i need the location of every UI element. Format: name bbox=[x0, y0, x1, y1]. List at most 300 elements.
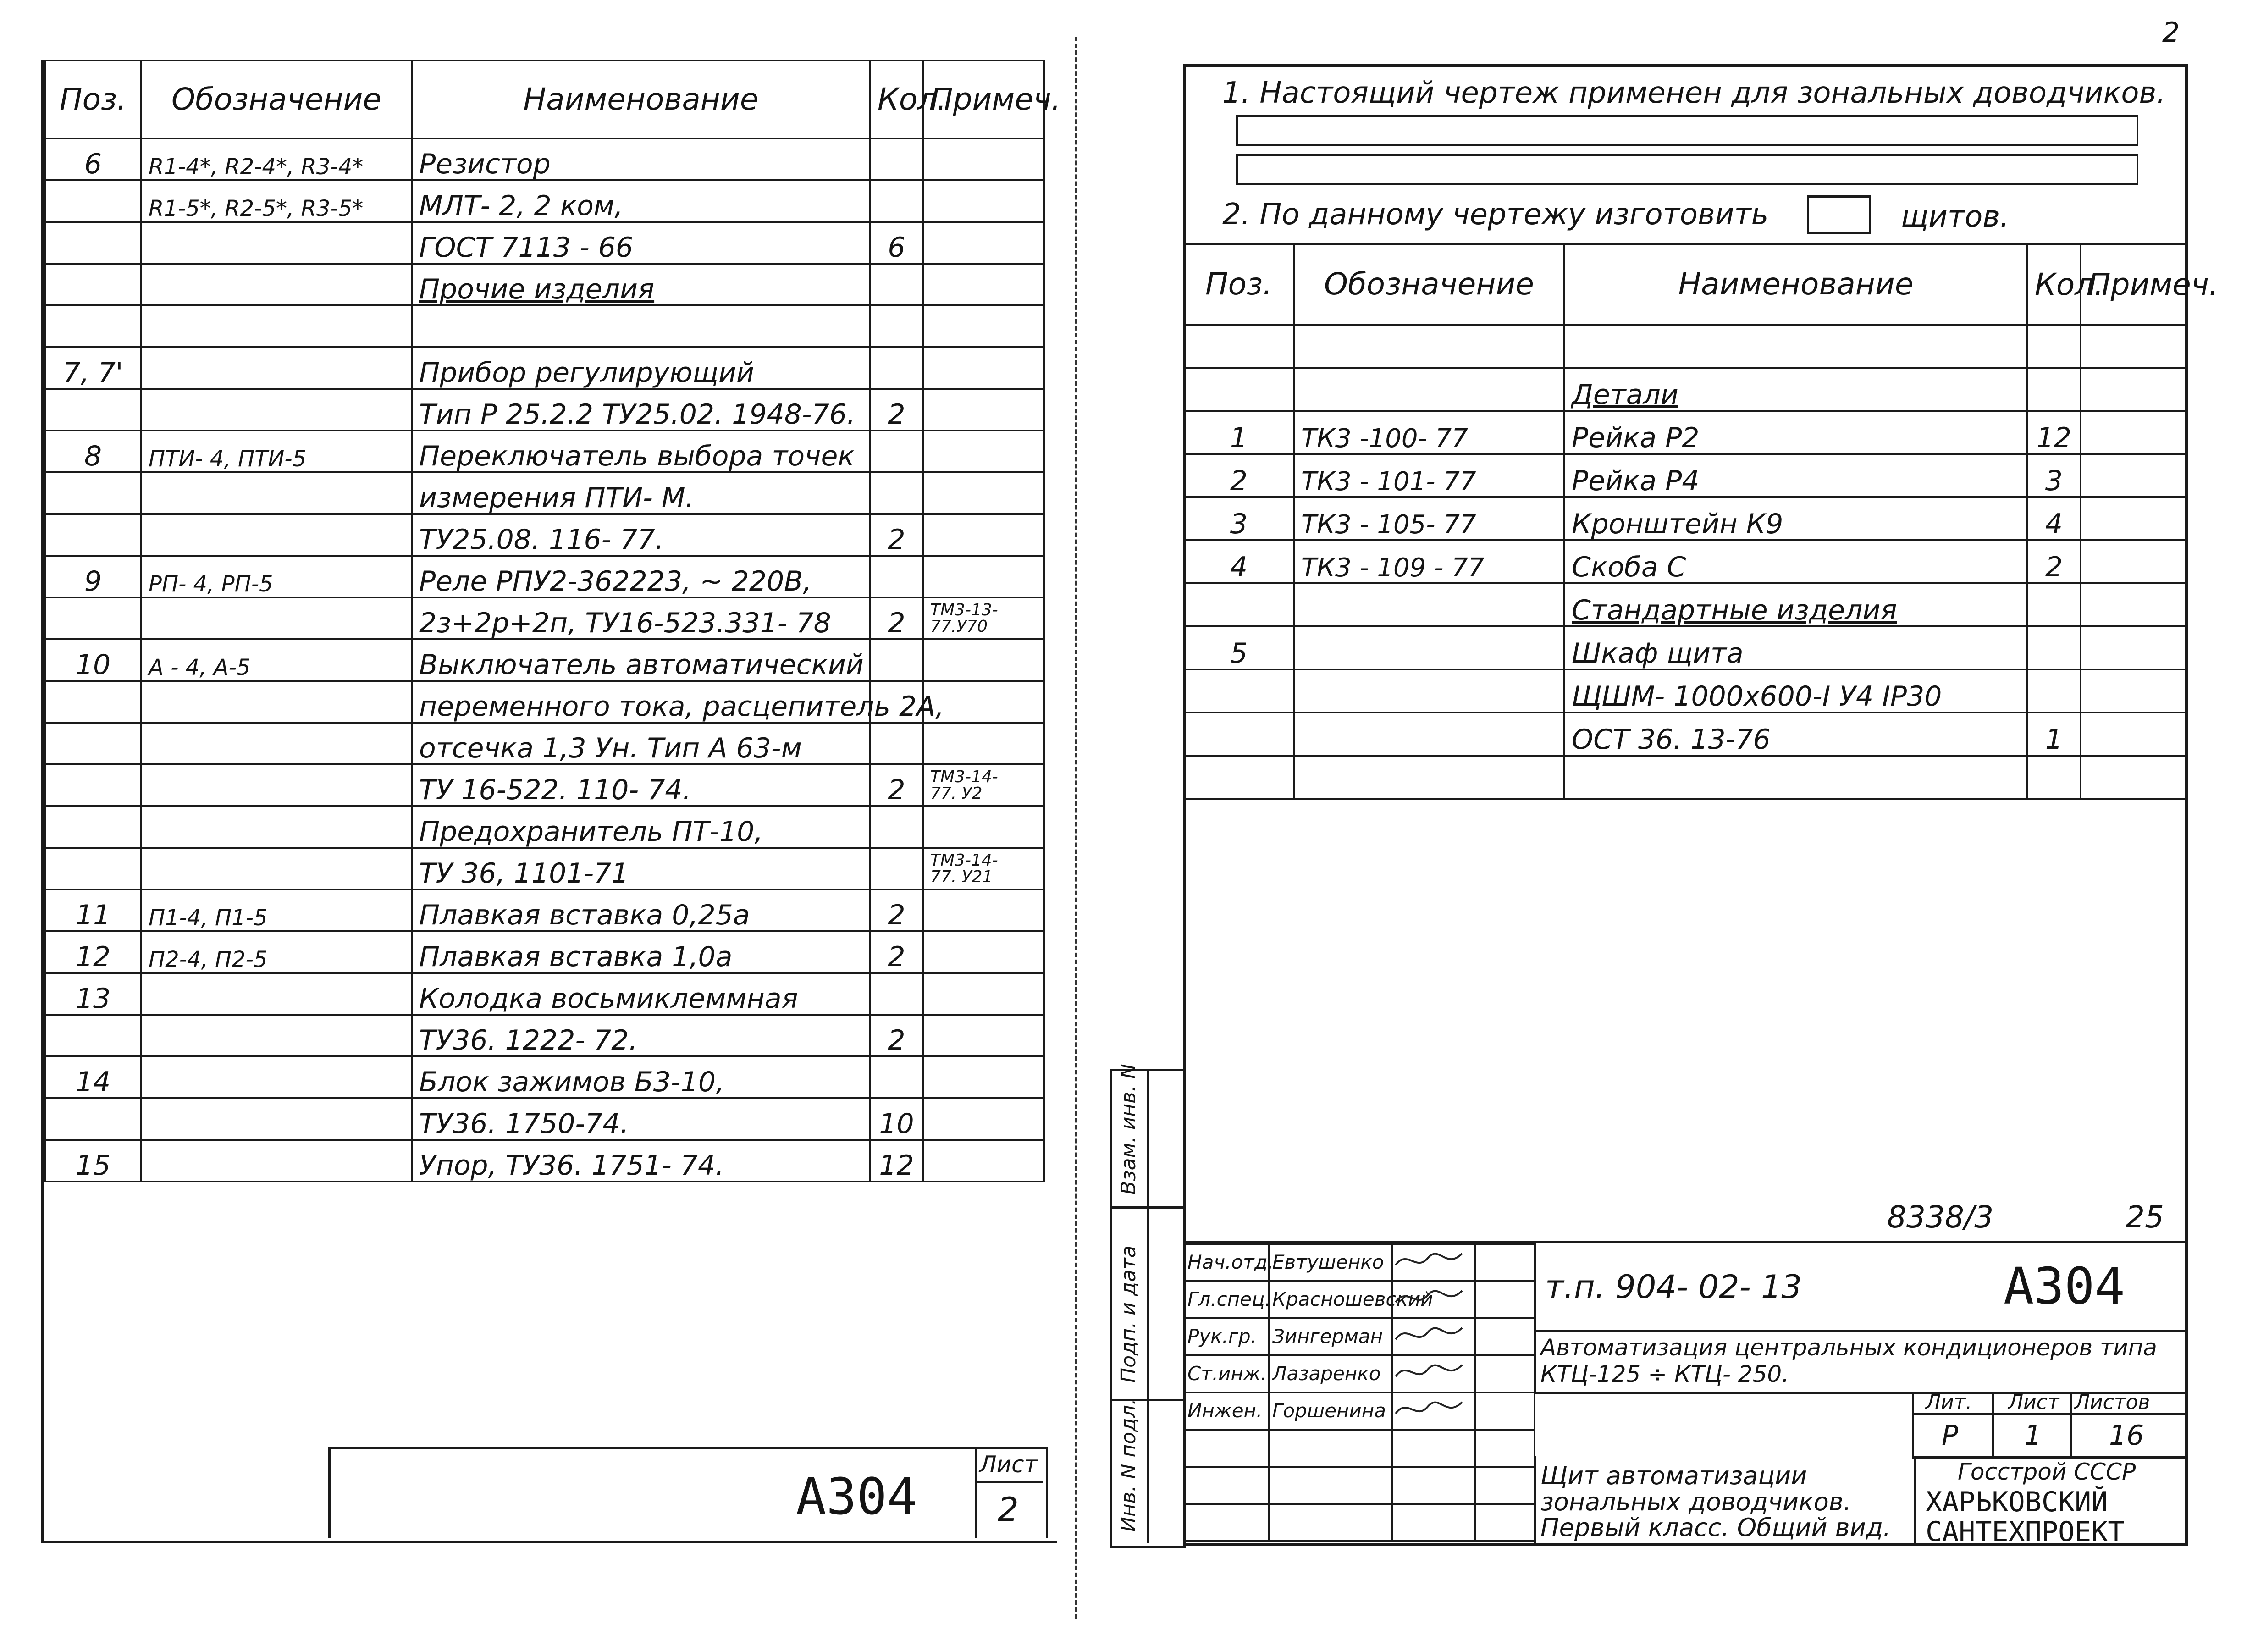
signature-sign bbox=[1392, 1430, 1475, 1467]
cell-pos bbox=[1184, 756, 1294, 799]
signature-sign bbox=[1392, 1467, 1475, 1504]
note-1: 1. Настоящий чертеж применен для зональных доводчиков. bbox=[1222, 76, 2166, 110]
cell-des bbox=[141, 681, 412, 723]
side-label-sign: Подп. и дата bbox=[1117, 1245, 1140, 1383]
cell-name: отсечка 1,3 Ун. Тип А 63-м bbox=[412, 723, 870, 764]
cell-qty bbox=[870, 556, 923, 597]
cell-note bbox=[923, 639, 1044, 681]
signature-row bbox=[1184, 1392, 1535, 1430]
lit-label: Лит. bbox=[1926, 1391, 1972, 1414]
signature-sign bbox=[1392, 1392, 1475, 1430]
cell-pos bbox=[45, 472, 141, 514]
table-row bbox=[1184, 626, 2186, 669]
cell-des bbox=[141, 305, 412, 347]
cell-des bbox=[1294, 669, 1564, 713]
cell-note bbox=[923, 472, 1044, 514]
sheets-label: Листов bbox=[2075, 1391, 2150, 1414]
note-2-end: щитов. bbox=[1901, 200, 2010, 234]
cell-pos: 1 bbox=[1184, 411, 1294, 454]
cell-des: ТК3 -100- 77 bbox=[1294, 411, 1564, 454]
signature-date bbox=[1475, 1355, 1535, 1392]
cell-qty bbox=[870, 305, 923, 347]
cell-qty bbox=[2027, 583, 2081, 626]
signature-scribble-icon bbox=[1393, 1395, 1467, 1423]
title-block bbox=[1183, 1241, 2185, 1546]
cell-name: ЩШМ- 1000х600-I У4 IP30 bbox=[1564, 669, 2027, 713]
cell-pos: 2 bbox=[1184, 454, 1294, 497]
cell-pos bbox=[45, 222, 141, 264]
cell-des: R1-4*, R2-4*, R3-4* bbox=[141, 138, 412, 180]
sheet-count-mark: 25 bbox=[2126, 1199, 2164, 1235]
table-row bbox=[45, 1056, 1044, 1098]
cell-pos bbox=[45, 180, 141, 222]
table-row bbox=[1184, 497, 2186, 540]
cell-pos: 13 bbox=[45, 973, 141, 1015]
signature-row bbox=[1184, 1430, 1535, 1467]
signature-row bbox=[1184, 1467, 1535, 1504]
cell-pos: 4 bbox=[1184, 540, 1294, 583]
cell-qty: 12 bbox=[870, 1140, 923, 1182]
cell-name: Детали bbox=[1564, 368, 2027, 411]
signature-role: Рук.гр. bbox=[1184, 1318, 1269, 1355]
table-row bbox=[45, 556, 1044, 597]
cell-qty: 2 bbox=[870, 764, 923, 806]
signature-scribble-icon bbox=[1393, 1247, 1467, 1274]
cell-des: ТК3 - 105- 77 bbox=[1294, 497, 1564, 540]
cell-name: Переключатель выбора точек bbox=[412, 431, 870, 472]
header-name: Наименование bbox=[412, 61, 870, 138]
cell-pos bbox=[45, 305, 141, 347]
cell-note bbox=[2081, 368, 2186, 411]
cell-des: РП- 4, РП-5 bbox=[141, 556, 412, 597]
cell-name: Выключатель автоматический bbox=[412, 639, 870, 681]
cell-des bbox=[141, 222, 412, 264]
table-row bbox=[1184, 411, 2186, 454]
cell-note: ТМ3-14- 77. У2 bbox=[923, 764, 1044, 806]
drawing-number: 8338/3 bbox=[1887, 1199, 1994, 1235]
cell-qty bbox=[870, 180, 923, 222]
left-sheet bbox=[41, 60, 1061, 1543]
table-row bbox=[1184, 325, 2186, 368]
signature-sign bbox=[1392, 1281, 1475, 1318]
signature-role: Ст.инж. bbox=[1184, 1355, 1269, 1392]
cell-note bbox=[2081, 497, 2186, 540]
signature-date bbox=[1475, 1430, 1535, 1467]
signature-role: Гл.спец. bbox=[1184, 1281, 1269, 1318]
cell-pos bbox=[1184, 713, 1294, 756]
cell-des: А - 4, А-5 bbox=[141, 639, 412, 681]
side-label-replace: Взам. инв. N bbox=[1117, 1064, 1140, 1195]
cell-note bbox=[923, 1056, 1044, 1098]
signature-name: Горшенина bbox=[1269, 1392, 1392, 1430]
table-row bbox=[45, 806, 1044, 848]
cell-pos bbox=[45, 723, 141, 764]
cell-name: ТУ 16-522. 110- 74. bbox=[412, 764, 870, 806]
org-line-2: ХАРЬКОВСКИЙ bbox=[1926, 1486, 2108, 1518]
side-label-inv: Инв. N подл. bbox=[1117, 1398, 1140, 1532]
cell-pos bbox=[1184, 325, 1294, 368]
table-row bbox=[45, 138, 1044, 180]
cell-pos: 14 bbox=[45, 1056, 141, 1098]
cell-name: ОСТ 36. 13-76 bbox=[1564, 713, 2027, 756]
cell-pos bbox=[1184, 669, 1294, 713]
org-line-1: Госстрой СССР bbox=[1958, 1459, 2136, 1485]
left-stamp bbox=[328, 1447, 1046, 1538]
cell-note bbox=[923, 556, 1044, 597]
cell-name: Предохранитель ПТ-10, bbox=[412, 806, 870, 848]
cell-name: 2з+2р+2п, ТУ16-523.331- 78 bbox=[412, 597, 870, 639]
cell-des bbox=[141, 1015, 412, 1056]
table-row bbox=[45, 305, 1044, 347]
cell-qty: 2 bbox=[2027, 540, 2081, 583]
cell-des bbox=[141, 1098, 412, 1140]
cell-qty: 4 bbox=[2027, 497, 2081, 540]
cell-note bbox=[923, 890, 1044, 931]
cell-des bbox=[141, 264, 412, 305]
cell-pos: 12 bbox=[45, 931, 141, 973]
cell-note bbox=[2081, 540, 2186, 583]
cell-name: ТУ 36, 1101-71 bbox=[412, 848, 870, 890]
cell-name: ГОСТ 7113 - 66 bbox=[412, 222, 870, 264]
cell-pos bbox=[45, 389, 141, 431]
corner-mark: 2 bbox=[2162, 17, 2180, 49]
cell-pos: 7, 7' bbox=[45, 347, 141, 389]
signature-row bbox=[1184, 1504, 1535, 1541]
table-row bbox=[45, 1015, 1044, 1056]
r-header-pos: Поз. bbox=[1184, 244, 1294, 325]
cell-note bbox=[923, 1015, 1044, 1056]
cell-pos: 6 bbox=[45, 138, 141, 180]
table-row bbox=[45, 264, 1044, 305]
cell-qty: 2 bbox=[870, 389, 923, 431]
cell-qty bbox=[870, 264, 923, 305]
cell-name: Плавкая вставка 0,25а bbox=[412, 890, 870, 931]
cell-des: П2-4, П2-5 bbox=[141, 931, 412, 973]
cell-name: ТУ25.08. 116- 77. bbox=[412, 514, 870, 556]
signature-role bbox=[1184, 1504, 1269, 1541]
table-row bbox=[45, 597, 1044, 639]
org-line-3: САНТЕХПРОЕКТ bbox=[1926, 1516, 2125, 1548]
table-row bbox=[45, 681, 1044, 723]
table-row bbox=[1184, 669, 2186, 713]
cell-name: Резистор bbox=[412, 138, 870, 180]
table-row bbox=[45, 931, 1044, 973]
cell-pos: 5 bbox=[1184, 626, 1294, 669]
table-row bbox=[45, 1098, 1044, 1140]
r-header-designation: Обозначение bbox=[1294, 244, 1564, 325]
cell-note bbox=[923, 222, 1044, 264]
drawing-title: Автоматизация центральных кондиционеров типа КТЦ-125 ÷ КТЦ- 250. bbox=[1540, 1334, 2157, 1387]
signature-row bbox=[1184, 1281, 1535, 1318]
cell-des bbox=[141, 723, 412, 764]
cell-pos: 3 bbox=[1184, 497, 1294, 540]
signature-sign bbox=[1392, 1355, 1475, 1392]
signature-name: Евтушенко bbox=[1269, 1244, 1392, 1281]
cell-name: Упор, ТУ36. 1751- 74. bbox=[412, 1140, 870, 1182]
cell-des bbox=[1294, 368, 1564, 411]
cell-pos bbox=[1184, 368, 1294, 411]
signature-date bbox=[1475, 1504, 1535, 1541]
table-row bbox=[45, 639, 1044, 681]
cell-pos: 10 bbox=[45, 639, 141, 681]
cell-qty: 1 bbox=[2027, 713, 2081, 756]
cell-note bbox=[2081, 583, 2186, 626]
signature-sign bbox=[1392, 1318, 1475, 1355]
cell-note bbox=[923, 138, 1044, 180]
cell-note bbox=[923, 305, 1044, 347]
cell-des bbox=[141, 472, 412, 514]
cell-qty bbox=[870, 1056, 923, 1098]
cell-qty: 10 bbox=[870, 1098, 923, 1140]
table-row bbox=[1184, 454, 2186, 497]
cell-pos bbox=[45, 514, 141, 556]
cell-note bbox=[923, 347, 1044, 389]
cell-note bbox=[923, 514, 1044, 556]
signature-date bbox=[1475, 1244, 1535, 1281]
sheet-value: 1 bbox=[2024, 1420, 2042, 1452]
header-qty: Кол. bbox=[870, 61, 923, 138]
cell-qty: 12 bbox=[2027, 411, 2081, 454]
cell-qty bbox=[2027, 756, 2081, 799]
cell-pos bbox=[45, 1098, 141, 1140]
cell-note bbox=[923, 1098, 1044, 1140]
cell-pos: 11 bbox=[45, 890, 141, 931]
cell-note bbox=[923, 431, 1044, 472]
note-blank-1 bbox=[1236, 115, 2138, 146]
cell-qty bbox=[870, 973, 923, 1015]
header-designation: Обозначение bbox=[141, 61, 412, 138]
r-header-note: Примеч. bbox=[2081, 244, 2186, 325]
left-stamp-code: А304 bbox=[796, 1467, 917, 1526]
left-sheet-divider bbox=[975, 1481, 1043, 1483]
sheets-value: 16 bbox=[2109, 1420, 2144, 1452]
cell-name: ТУ36. 1750-74. bbox=[412, 1098, 870, 1140]
signature-name bbox=[1269, 1430, 1392, 1467]
cell-note: ТМ3-14- 77. У21 bbox=[923, 848, 1044, 890]
cell-name: Плавкая вставка 1,0а bbox=[412, 931, 870, 973]
cell-pos: 8 bbox=[45, 431, 141, 472]
cell-note bbox=[2081, 713, 2186, 756]
cell-des: ТК3 - 101- 77 bbox=[1294, 454, 1564, 497]
cell-qty: 2 bbox=[870, 890, 923, 931]
cell-pos bbox=[45, 264, 141, 305]
cell-pos bbox=[45, 681, 141, 723]
table-row bbox=[45, 764, 1044, 806]
table-row bbox=[45, 514, 1044, 556]
table-row bbox=[45, 222, 1044, 264]
cell-qty bbox=[870, 431, 923, 472]
cell-des bbox=[141, 973, 412, 1015]
cell-des: П1-4, П1-5 bbox=[141, 890, 412, 931]
cell-name: Прибор регулирующий bbox=[412, 347, 870, 389]
signature-date bbox=[1475, 1392, 1535, 1430]
note-blank-2 bbox=[1236, 154, 2138, 185]
cell-pos: 15 bbox=[45, 1140, 141, 1182]
sheet-separator bbox=[1075, 37, 1077, 1619]
cell-name: Колодка восьмиклеммная bbox=[412, 973, 870, 1015]
signature-role bbox=[1184, 1467, 1269, 1504]
cell-name: Рейка Р4 bbox=[1564, 454, 2027, 497]
cell-qty bbox=[870, 472, 923, 514]
cell-note bbox=[2081, 411, 2186, 454]
cell-note bbox=[923, 1140, 1044, 1182]
table-row bbox=[1184, 583, 2186, 626]
cell-qty bbox=[2027, 626, 2081, 669]
cell-name bbox=[412, 305, 870, 347]
cell-des bbox=[141, 848, 412, 890]
signature-sign bbox=[1392, 1504, 1475, 1541]
table-row bbox=[45, 973, 1044, 1015]
cell-name: МЛТ- 2, 2 ком, bbox=[412, 180, 870, 222]
cell-note bbox=[2081, 454, 2186, 497]
cell-qty bbox=[2027, 368, 2081, 411]
signature-role: Инжен. bbox=[1184, 1392, 1269, 1430]
cell-des bbox=[1294, 713, 1564, 756]
left-sheet-label: Лист bbox=[979, 1451, 1038, 1478]
table-row bbox=[45, 472, 1044, 514]
cell-note bbox=[923, 264, 1044, 305]
cell-des bbox=[1294, 325, 1564, 368]
cell-name: Скоба С bbox=[1564, 540, 2027, 583]
signature-row bbox=[1184, 1244, 1535, 1281]
cell-note bbox=[923, 973, 1044, 1015]
cell-des bbox=[1294, 583, 1564, 626]
cell-note bbox=[923, 180, 1044, 222]
signature-name: Лазаренко bbox=[1269, 1355, 1392, 1392]
cell-des bbox=[141, 597, 412, 639]
signature-name: Красношевский bbox=[1269, 1281, 1392, 1318]
header-pos: Поз. bbox=[45, 61, 141, 138]
cell-name: ТУ36. 1222- 72. bbox=[412, 1015, 870, 1056]
table-row bbox=[45, 389, 1044, 431]
table-row bbox=[45, 723, 1044, 764]
cell-pos bbox=[45, 764, 141, 806]
table-row bbox=[1184, 713, 2186, 756]
cell-qty: 2 bbox=[870, 597, 923, 639]
cell-qty: 2 bbox=[870, 931, 923, 973]
signature-date bbox=[1475, 1318, 1535, 1355]
table-row bbox=[45, 890, 1044, 931]
signature-role bbox=[1184, 1430, 1269, 1467]
cell-qty: 2 bbox=[870, 514, 923, 556]
signature-row bbox=[1184, 1318, 1535, 1355]
table-row bbox=[1184, 368, 2186, 411]
subject-text: Щит автоматизации зональных доводчиков. Первый класс. Общий вид. bbox=[1540, 1461, 1891, 1542]
cell-des: ТК3 - 109 - 77 bbox=[1294, 540, 1564, 583]
project-number: т.п. 904- 02- 13 bbox=[1545, 1268, 1802, 1306]
cell-des: R1-5*, R2-5*, R3-5* bbox=[141, 180, 412, 222]
cell-name bbox=[1564, 756, 2027, 799]
cell-des bbox=[141, 347, 412, 389]
signature-name bbox=[1269, 1467, 1392, 1504]
cell-pos bbox=[45, 1015, 141, 1056]
r-header-qty: Кол. bbox=[2027, 244, 2081, 325]
cell-note bbox=[2081, 756, 2186, 799]
cell-qty: 3 bbox=[2027, 454, 2081, 497]
cell-des bbox=[141, 1140, 412, 1182]
cell-des bbox=[141, 514, 412, 556]
cell-name: Шкаф щита bbox=[1564, 626, 2027, 669]
signature-row bbox=[1184, 1355, 1535, 1392]
cell-qty bbox=[870, 848, 923, 890]
cell-qty bbox=[2027, 325, 2081, 368]
right-spec-table bbox=[1183, 243, 2219, 800]
cell-des bbox=[1294, 756, 1564, 799]
lit-col-2 bbox=[2070, 1392, 2072, 1456]
signature-sign bbox=[1392, 1244, 1475, 1281]
cell-des bbox=[1294, 626, 1564, 669]
quantity-input-box bbox=[1807, 195, 1871, 234]
cell-qty: 2 bbox=[870, 1015, 923, 1056]
cell-name: переменного тока, расцепитель 2А, bbox=[412, 681, 870, 723]
cell-qty bbox=[870, 138, 923, 180]
cell-name: Стандартные изделия bbox=[1564, 583, 2027, 626]
signature-name: Зингерман bbox=[1269, 1318, 1392, 1355]
cell-qty: 6 bbox=[870, 222, 923, 264]
signature-date bbox=[1475, 1467, 1535, 1504]
right-stamp-code: А304 bbox=[2004, 1257, 2125, 1315]
table-row bbox=[1184, 540, 2186, 583]
cell-des bbox=[141, 806, 412, 848]
header-note: Примеч. bbox=[923, 61, 1044, 138]
signature-scribble-icon bbox=[1393, 1284, 1467, 1311]
signature-scribble-icon bbox=[1393, 1358, 1467, 1386]
r-header-name: Наименование bbox=[1564, 244, 2027, 325]
table-row bbox=[45, 431, 1044, 472]
left-spec-table bbox=[44, 60, 1061, 1182]
cell-note bbox=[2081, 626, 2186, 669]
table-row bbox=[45, 180, 1044, 222]
cell-qty bbox=[870, 639, 923, 681]
cell-qty bbox=[870, 347, 923, 389]
cell-pos bbox=[45, 848, 141, 890]
table-row bbox=[45, 848, 1044, 890]
side-divider-b bbox=[1110, 1206, 1183, 1209]
cell-note bbox=[923, 723, 1044, 764]
cell-name: Блок зажимов Б3-10, bbox=[412, 1056, 870, 1098]
lit-value: Р bbox=[1942, 1420, 1959, 1452]
cell-qty bbox=[870, 806, 923, 848]
left-sheet-no: 2 bbox=[998, 1490, 1019, 1529]
cell-note bbox=[923, 806, 1044, 848]
cell-pos: 9 bbox=[45, 556, 141, 597]
cell-note bbox=[923, 389, 1044, 431]
cell-pos bbox=[1184, 583, 1294, 626]
table-row bbox=[45, 347, 1044, 389]
cell-qty bbox=[870, 723, 923, 764]
right-sheet bbox=[1117, 17, 2219, 1548]
cell-name: Реле РПУ2-362223, ~ 220В, bbox=[412, 556, 870, 597]
table-row bbox=[1184, 756, 2186, 799]
signature-scribble-icon bbox=[1393, 1321, 1467, 1348]
cell-name: измерения ПТИ- М. bbox=[412, 472, 870, 514]
cell-name: Тип Р 25.2.2 ТУ25.02. 1948-76. bbox=[412, 389, 870, 431]
cell-des bbox=[141, 764, 412, 806]
cell-name: Прочие изделия bbox=[412, 264, 870, 305]
cell-qty bbox=[2027, 669, 2081, 713]
cell-des bbox=[141, 1056, 412, 1098]
note-2: 2. По данному чертежу изготовить bbox=[1222, 198, 1769, 232]
table-row bbox=[45, 1140, 1044, 1182]
cell-pos bbox=[45, 597, 141, 639]
cell-name bbox=[1564, 325, 2027, 368]
cell-name: Рейка Р2 bbox=[1564, 411, 2027, 454]
lit-col-1 bbox=[1992, 1392, 1994, 1456]
cell-des: ПТИ- 4, ПТИ-5 bbox=[141, 431, 412, 472]
signature-role: Нач.отд. bbox=[1184, 1244, 1269, 1281]
cell-note bbox=[923, 931, 1044, 973]
cell-des bbox=[141, 389, 412, 431]
